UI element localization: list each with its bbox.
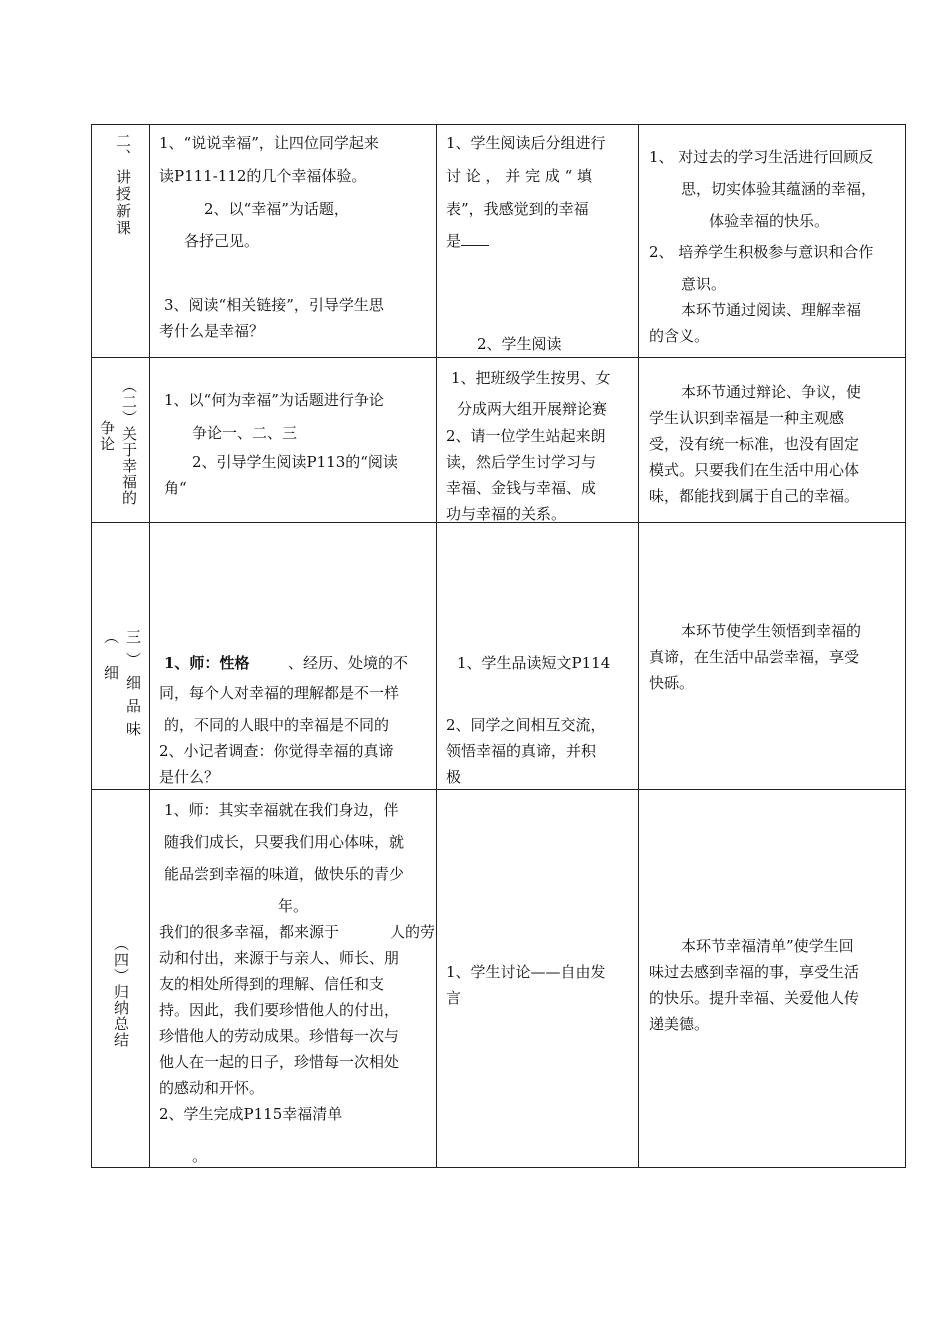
design-intent-cell — [639, 790, 906, 1168]
text-line: 是什么？ — [159, 768, 220, 786]
fill-in-blank — [461, 229, 489, 246]
text-line: 读，然后学生讨学习与 — [446, 453, 597, 471]
text-line: 考什么是幸福？ — [159, 322, 265, 340]
section-label: 二、 — [114, 133, 132, 165]
table-row — [92, 790, 906, 1168]
design-intent-cell — [639, 358, 906, 523]
student-activity-cell — [437, 790, 639, 1168]
text-line: 年。 — [278, 897, 309, 915]
text-line: 讨 论 ， 并 完 成 “ 填 — [446, 167, 593, 185]
teacher-activity-cell — [150, 125, 437, 358]
text-line: 递美德。 — [649, 1015, 710, 1033]
text-line: 极 — [446, 768, 462, 786]
text-line: 2、学生完成P115幸福清单 — [159, 1105, 343, 1123]
teacher-activity-cell — [150, 790, 437, 1168]
text-line: 表”，我感觉到的幸福 — [446, 200, 589, 218]
text-line: 的感动和开怀。 — [159, 1079, 265, 1097]
text-line: 领悟幸福的真谛，并积 — [446, 742, 597, 760]
text-line: 本环节通过阅读、理解幸福 — [681, 301, 862, 319]
text-line: 3、阅读“相关链接”，引导学生思 — [164, 296, 384, 314]
student-activity-cell — [437, 358, 639, 523]
text-line: 读P111-112的几个幸福体验。 — [159, 167, 367, 185]
text-line: 是 — [446, 227, 489, 256]
student-activity-cell — [437, 523, 639, 790]
text-line: 友的相处所得到的理解、信任和支 — [159, 975, 385, 993]
text-line: 模式。只要我们在生活中用心体 — [649, 461, 860, 479]
text-line: 珍惜他人的劳动成果。珍惜每一次与 — [159, 1027, 400, 1045]
text-line: 他人在一起的日子，珍惜每一次相处 — [159, 1053, 400, 1071]
section-label: （二）关于幸福的 — [120, 378, 138, 506]
teacher-activity-cell — [150, 358, 437, 523]
text-line: 功与幸福的关系。 — [446, 505, 567, 523]
text-line: 2、引导学生阅读P113的“阅读 — [192, 453, 398, 471]
text-line: 体验幸福的快乐。 — [709, 212, 830, 230]
design-intent-cell — [639, 125, 906, 358]
text-line: 2、以“幸福”为话题， — [204, 200, 349, 218]
text-line: 各抒己见。 — [184, 232, 260, 250]
design-intent-cell — [639, 523, 906, 790]
text-line: 。 — [192, 1147, 208, 1165]
table-row — [92, 358, 906, 523]
section-label: 三）细品味 — [124, 629, 142, 744]
section-cell — [92, 125, 150, 358]
table-row — [92, 523, 906, 790]
teacher-activity-cell — [150, 523, 437, 790]
text-line: 、经历、处境的不 — [288, 654, 409, 672]
text-line: 的快乐。提升幸福、关爱他人传 — [649, 989, 860, 1007]
text-line: 言 — [446, 989, 462, 1007]
text-line: 1、把班级学生按男、女 — [451, 369, 611, 387]
text-line: 本环节幸福清单”使学生回 — [681, 937, 854, 955]
text-line: 的含义。 — [649, 327, 710, 345]
text-line: 我们的很多幸福，都来源于 — [159, 923, 340, 941]
student-activity-cell — [437, 125, 639, 358]
section-label: （ 细 — [102, 629, 120, 688]
section-cell — [92, 358, 150, 523]
section-label: （四）归纳总结 — [112, 936, 130, 1048]
text-line: 本环节使学生领悟到幸福的 — [681, 622, 862, 640]
text-line: 1、师：性格 — [164, 654, 250, 672]
text-line: 角“ — [164, 479, 187, 497]
text-line: 人的劳 — [390, 923, 436, 941]
text-line: 持。因此，我们要珍惜他人的付出， — [159, 1001, 400, 1019]
text-line: 1、师：其实幸福就在我们身边，伴 — [164, 801, 399, 819]
section-label: 争论 — [98, 420, 116, 452]
text-line: 分成两大组开展辩论赛 — [457, 400, 608, 418]
section-label: 讲授新课 — [114, 169, 132, 237]
text-line: 动和付出，来源于与亲人、师长、朋 — [159, 949, 400, 967]
text-line: 意识。 — [681, 275, 727, 293]
text-line: 争论一、二、三 — [192, 424, 298, 442]
text-line: 幸福、金钱与幸福、成 — [446, 479, 597, 497]
text-line: 1、 对过去的学习生活进行回顾反 — [649, 148, 874, 166]
lesson-plan-table — [91, 124, 906, 1168]
text-line: 快砾。 — [649, 674, 695, 692]
text-line: 2、小记者调查：你觉得幸福的真谛 — [159, 742, 394, 760]
text-line: 能品尝到幸福的味道，做快乐的青少 — [164, 865, 405, 883]
text-line: 味，都能找到属于自己的幸福。 — [649, 487, 860, 505]
text-line: 2、同学之间相互交流， — [446, 716, 606, 734]
text-line: 味过去感到幸福的事，享受生活 — [649, 963, 860, 981]
text-line: 本环节通过辩论、争议，使 — [681, 383, 862, 401]
section-cell — [92, 523, 150, 790]
text-line: 2、 培养学生积极参与意识和合作 — [649, 243, 874, 261]
text-line: 受，没有统一标准，也没有固定 — [649, 435, 860, 453]
text-line: 2、请一位学生站起来朗 — [446, 427, 606, 445]
text-line: 1、“说说幸福”，让四位同学起来 — [159, 134, 379, 152]
text-line: 1、学生阅读后分组进行 — [446, 134, 606, 152]
text-line: 真谛，在生活中品尝幸福，享受 — [649, 648, 860, 666]
text-line: 随我们成长，只要我们用心体味，就 — [164, 833, 405, 851]
text-line: 思，切实体验其蕴涵的幸福， — [681, 180, 877, 198]
text-line: 的，不同的人眼中的幸福是不同的 — [164, 716, 390, 734]
text-line: 1、学生品读短文P114 — [457, 654, 611, 672]
text-line: 1、以“何为幸福”为话题进行争论 — [164, 391, 384, 409]
text-line: 学生认识到幸福是一种主观感 — [649, 409, 845, 427]
text-line: 2、学生阅读 — [477, 335, 562, 353]
text-line: 同，每个人对幸福的理解都是不一样 — [159, 684, 400, 702]
table-row — [92, 125, 906, 358]
text-line: 1、学生讨论——自由发 — [446, 963, 606, 981]
section-cell — [92, 790, 150, 1168]
